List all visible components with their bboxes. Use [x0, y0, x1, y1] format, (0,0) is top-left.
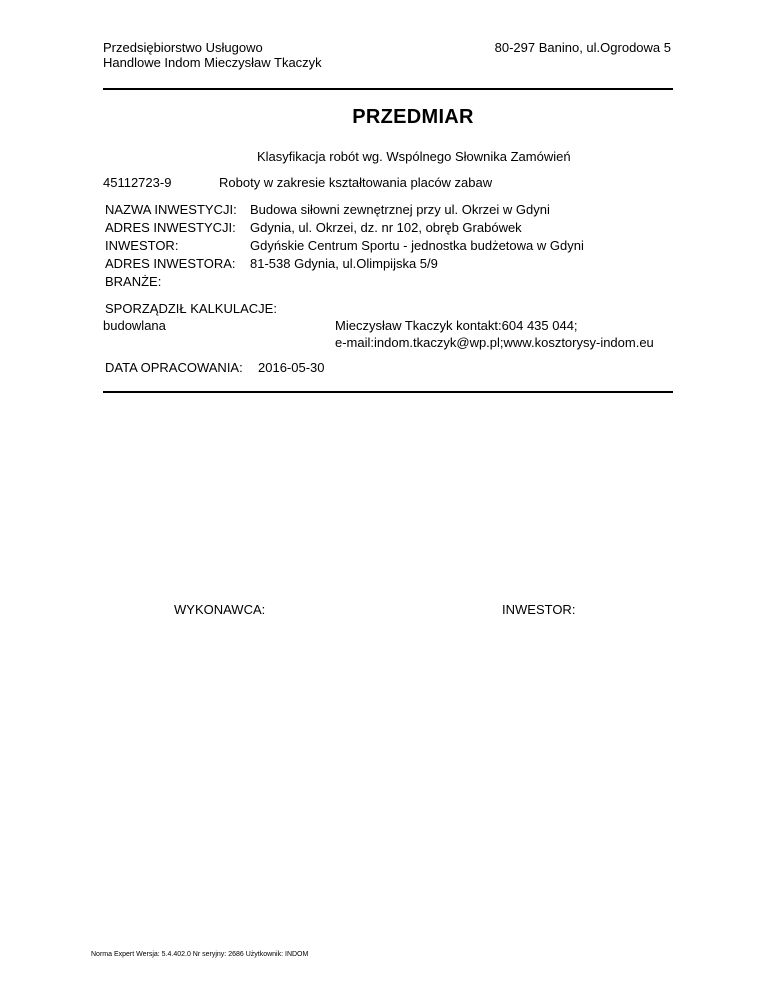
investor-value: Gdyńskie Centrum Sportu - jednostka budżetowa w Gdyni	[250, 238, 584, 253]
investor-label: INWESTOR:	[105, 238, 179, 253]
author-contact-line1: Mieczysław Tkaczyk kontakt:604 435 044;	[335, 318, 578, 333]
investor-signature-label: INWESTOR:	[502, 602, 576, 617]
investment-address-label: ADRES INWESTYCJI:	[105, 220, 236, 235]
company-name-line1: Przedsiębiorstwo Usługowo	[103, 40, 263, 55]
classification-description: Roboty w zakresie kształtowania placów zabaw	[219, 175, 493, 190]
company-name-line2: Handlowe Indom Mieczysław Tkaczyk	[103, 55, 322, 70]
investor-address-value: 81-538 Gdynia, ul.Olimpijska 5/9	[250, 256, 438, 271]
investment-name-value: Budowa siłowni zewnętrznej przy ul. Okrzei w Gdyni	[250, 202, 550, 217]
document-title: PRZEDMIAR	[352, 106, 474, 128]
software-footer: Norma Expert Wersja: 5.4.402.0 Nr seryjny: 2686 Użytkownik: INDOM	[91, 951, 309, 958]
content-divider	[103, 391, 673, 393]
investment-name-label: NAZWA INWESTYCJI:	[105, 202, 237, 217]
branches-label: BRANŻE:	[105, 274, 162, 289]
author-contact-line2: e-mail:indom.tkaczyk@wp.pl;www.kosztorysy-indom.eu	[335, 335, 654, 350]
contractor-signature-label: WYKONAWCA:	[174, 602, 266, 617]
classification-heading: Klasyfikacja robót wg. Wspólnego Słownika Zamówień	[257, 149, 571, 164]
calculation-branch: budowlana	[103, 318, 166, 333]
classification-code: 45112723-9	[103, 175, 172, 190]
investor-address-label: ADRES INWESTORA:	[105, 256, 236, 271]
date-label: DATA OPRACOWANIA:	[105, 360, 243, 375]
company-address: 80-297 Banino, ul.Ogrodowa 5	[494, 40, 671, 55]
date-value: 2016-05-30	[258, 360, 325, 375]
calculation-label: SPORZĄDZIŁ KALKULACJE:	[105, 301, 277, 316]
investment-address-value: Gdynia, ul. Okrzei, dz. nr 102, obręb Grabówek	[250, 220, 522, 235]
header-divider	[103, 88, 673, 90]
